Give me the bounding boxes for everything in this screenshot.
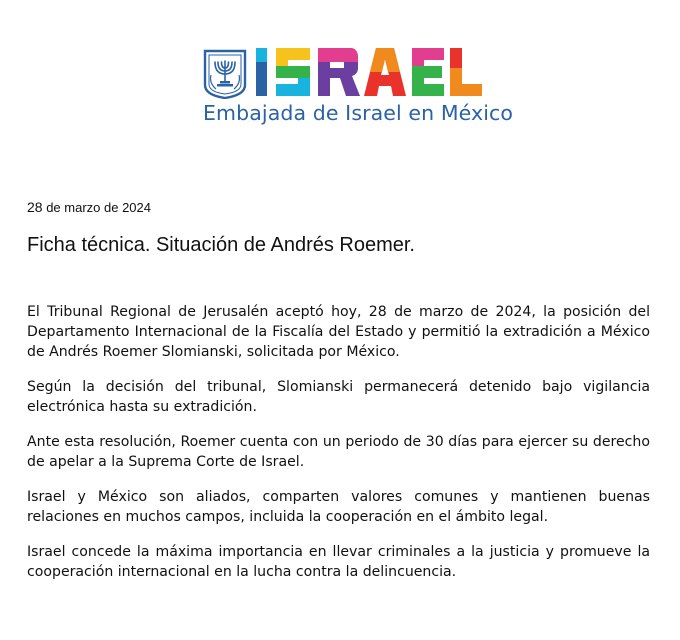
- date-day: 28: [27, 199, 43, 215]
- logo-letter-s: [276, 48, 310, 96]
- paragraph-2: Según la decisión del tribunal, Slomianski permanecerá detenido bajo vigilancia electrónica hasta su extradición.: [27, 379, 650, 415]
- document-body: [27, 302, 650, 597]
- paragraph-4: Israel y México son aliados, comparten valores comunes y mantienen buenas relaciones en muchos campos, incluida la cooperación en el ámbito legal.: [27, 489, 650, 525]
- logo-letter-a: [364, 48, 406, 96]
- paragraph-1: El Tribunal Regional de Jerusalén aceptó hoy, 28 de marzo de 2024, la posición del Departamento Internacional de la Fiscalía del Estado y permitió la extradición a México de Andrés Roemer Slomianski, solicitada por México.: [27, 304, 650, 360]
- israel-logo-wordmark: [254, 44, 486, 100]
- logo-letter-l: [450, 48, 482, 96]
- logo-letter-r: [318, 48, 360, 96]
- document-date: [27, 199, 151, 215]
- embassy-tagline: Embajada de Israel en México: [203, 101, 514, 125]
- menorah-emblem-icon: [203, 49, 247, 99]
- paragraph-3: Ante esta resolución, Roemer cuenta con un periodo de 30 días para ejercer su derecho de apelar a la Suprema Corte de Israel.: [27, 434, 650, 470]
- logo-letter-i: [256, 48, 267, 96]
- embassy-header: [0, 44, 680, 134]
- document-title: Ficha técnica. Situación de Andrés Roemer.: [27, 234, 415, 256]
- logo-letter-e: [412, 48, 444, 96]
- date-month-year: de marzo de 2024: [42, 200, 151, 215]
- paragraph-5: Israel concede la máxima importancia en llevar criminales a la justicia y promueve la cooperación internacional en la lucha contra la delincuencia.: [27, 544, 650, 580]
